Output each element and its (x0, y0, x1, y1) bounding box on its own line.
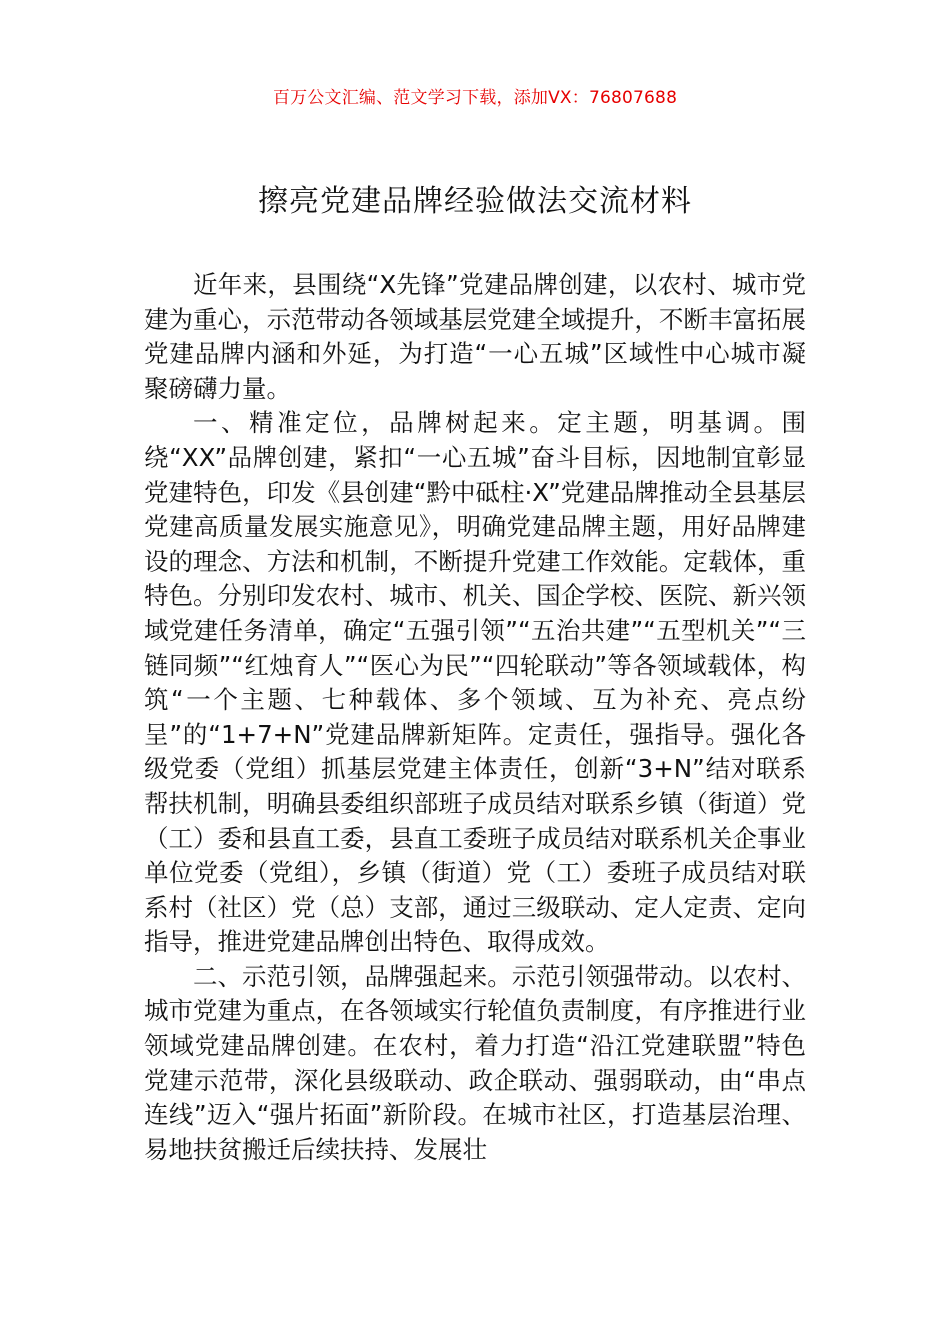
document-title: 擦亮党建品牌经验做法交流材料 (258, 184, 692, 219)
document-body (144, 268, 806, 1167)
header-notice: 百万公文汇编、范文学习下载，添加VX：76807688 (272, 88, 678, 108)
paragraph-section-1: 一、精准定位，品牌树起来。定主题，明基调。围绕“XX”品牌创建，紧扣“一心五城”奋斗目标，因地制宜彰显党建特色，印发《县创建“黔中砥柱·X”党建品牌推动全县基层党建高质量发展实施意见》，明确党建品牌主题，用好品牌建设的理念、方法和机制，不断提升党建工作效能。定载体，重特色。分别印发农村、城市、机关、国企学校、医院、新兴领域党建任务清单，确定“五强引领”“五治共建”“五型机关”“三链同频”“红烛育人”“医心为民”“四轮联动”等各领域载体，构筑“一个主题、七种载体、多个领域、互为补充、亮点纷呈”的“1+7+N”党建品牌新矩阵。定责任，强指导。强化各级党委（党组）抓基层党建主体责任，创新“3+N”结对联系帮扶机制，明确县委组织部班子成员结对联系乡镇（街道）党（工）委和县直工委，县直工委班子成员结对联系机关企事业单位党委（党组），乡镇（街道）党（工）委班子成员结对联系村（社区）党（总）支部，通过三级联动、定人定责、定向指导，推进党建品牌创出特色、取得成效。 (144, 408, 806, 957)
paragraph-intro: 近年来，县围绕“X先锋”党建品牌创建，以农村、城市党建为重心，示范带动各领域基层党建全域提升，不断丰富拓展党建品牌内涵和外延，为打造“一心五城”区域性中心城市凝聚磅礴力量。 (144, 270, 806, 403)
paragraph-section-2: 二、示范引领，品牌强起来。示范引领强带动。以农村、城市党建为重点，在各领域实行轮值负责制度，有序推进行业领域党建品牌创建。在农村，着力打造“沿江党建联盟”特色党建示范带，深化县级联动、政企联动、强弱联动，由“串点连线”迈入“强片拓面”新阶段。在城市社区，打造基层治理、易地扶贫搬迁后续扶持、发展壮 (144, 961, 806, 1164)
